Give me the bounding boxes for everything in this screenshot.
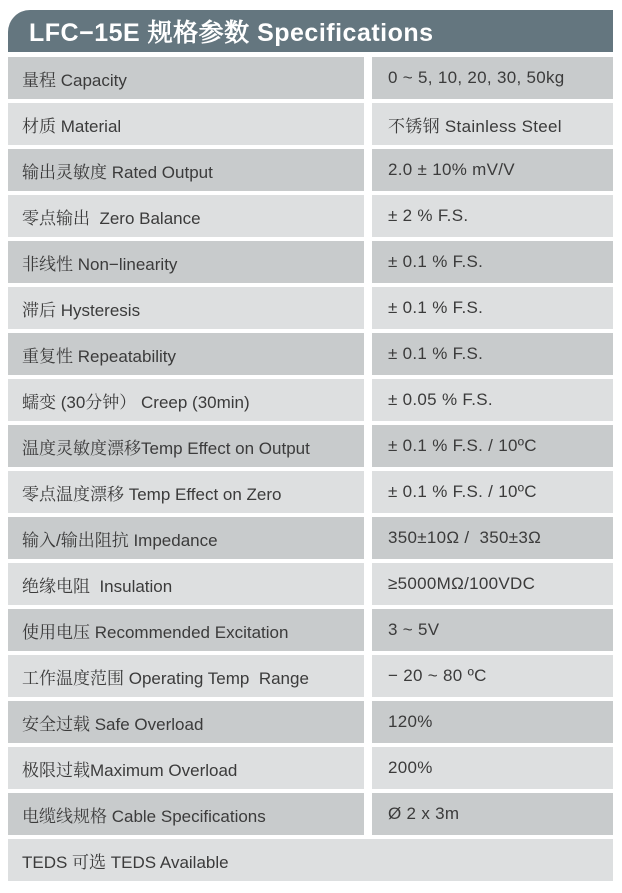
table-row xyxy=(8,655,613,697)
spec-value: 350±10Ω / 350±3Ω xyxy=(372,517,613,559)
spec-label: 重复性 Repeatability xyxy=(8,333,364,375)
spec-label: 材质 Material xyxy=(8,103,364,145)
table-row xyxy=(8,103,613,145)
table-row xyxy=(8,747,613,789)
spec-value: ± 0.1 % F.S. / 10ºC xyxy=(372,471,613,513)
spec-value: ± 2 % F.S. xyxy=(372,195,613,237)
table-row xyxy=(8,195,613,237)
spec-label: 使用电压 Recommended Excitation xyxy=(8,609,364,651)
spec-value: 3 ~ 5V xyxy=(372,609,613,651)
spec-label: 工作温度范围 Operating Temp Range xyxy=(8,655,364,697)
table-row xyxy=(8,333,613,375)
spec-label: 滞后 Hysteresis xyxy=(8,287,364,329)
spec-value: 120% xyxy=(372,701,613,743)
table-row xyxy=(8,287,613,329)
spec-table xyxy=(8,57,613,881)
spec-value: ≥5000MΩ/100VDC xyxy=(372,563,613,605)
spec-label: 零点温度漂移 Temp Effect on Zero xyxy=(8,471,364,513)
table-row-teds xyxy=(8,839,613,881)
spec-value: ± 0.1 % F.S. / 10ºC xyxy=(372,425,613,467)
spec-value: ± 0.05 % F.S. xyxy=(372,379,613,421)
spec-label: 输出灵敏度 Rated Output xyxy=(8,149,364,191)
header-bar xyxy=(8,10,613,52)
spec-label: 非线性 Non−linearity xyxy=(8,241,364,283)
table-row xyxy=(8,379,613,421)
spec-label: 绝缘电阻 Insulation xyxy=(8,563,364,605)
table-row xyxy=(8,149,613,191)
spec-value: ± 0.1 % F.S. xyxy=(372,241,613,283)
spec-label: 量程 Capacity xyxy=(8,57,364,99)
table-row xyxy=(8,425,613,467)
spec-label: 极限过载Maximum Overload xyxy=(8,747,364,789)
spec-label: 电缆线规格 Cable Specifications xyxy=(8,793,364,835)
spec-value: ± 0.1 % F.S. xyxy=(372,333,613,375)
table-row xyxy=(8,241,613,283)
table-row xyxy=(8,517,613,559)
table-row xyxy=(8,793,613,835)
spec-value: 0 ~ 5, 10, 20, 30, 50kg xyxy=(372,57,613,99)
spec-value: 200% xyxy=(372,747,613,789)
table-row xyxy=(8,609,613,651)
spec-label-teds: TEDS 可选 TEDS Available xyxy=(8,839,613,881)
spec-value: 不锈钢 Stainless Steel xyxy=(372,103,613,145)
table-row xyxy=(8,563,613,605)
spec-label: 温度灵敏度漂移Temp Effect on Output xyxy=(8,425,364,467)
spec-label: 输入/输出阻抗 Impedance xyxy=(8,517,364,559)
spec-label: 安全过载 Safe Overload xyxy=(8,701,364,743)
spec-value: − 20 ~ 80 ºC xyxy=(372,655,613,697)
spec-label: 零点输出 Zero Balance xyxy=(8,195,364,237)
page-title: LFC−15E 规格参数 Specifications xyxy=(29,19,434,47)
spec-label: 蠕变 (30分钟） Creep (30min) xyxy=(8,379,364,421)
table-row xyxy=(8,57,613,99)
table-row xyxy=(8,471,613,513)
spec-value: ± 0.1 % F.S. xyxy=(372,287,613,329)
spec-value: Ø 2 x 3m xyxy=(372,793,613,835)
spec-value: 2.0 ± 10% mV/V xyxy=(372,149,613,191)
table-row xyxy=(8,701,613,743)
